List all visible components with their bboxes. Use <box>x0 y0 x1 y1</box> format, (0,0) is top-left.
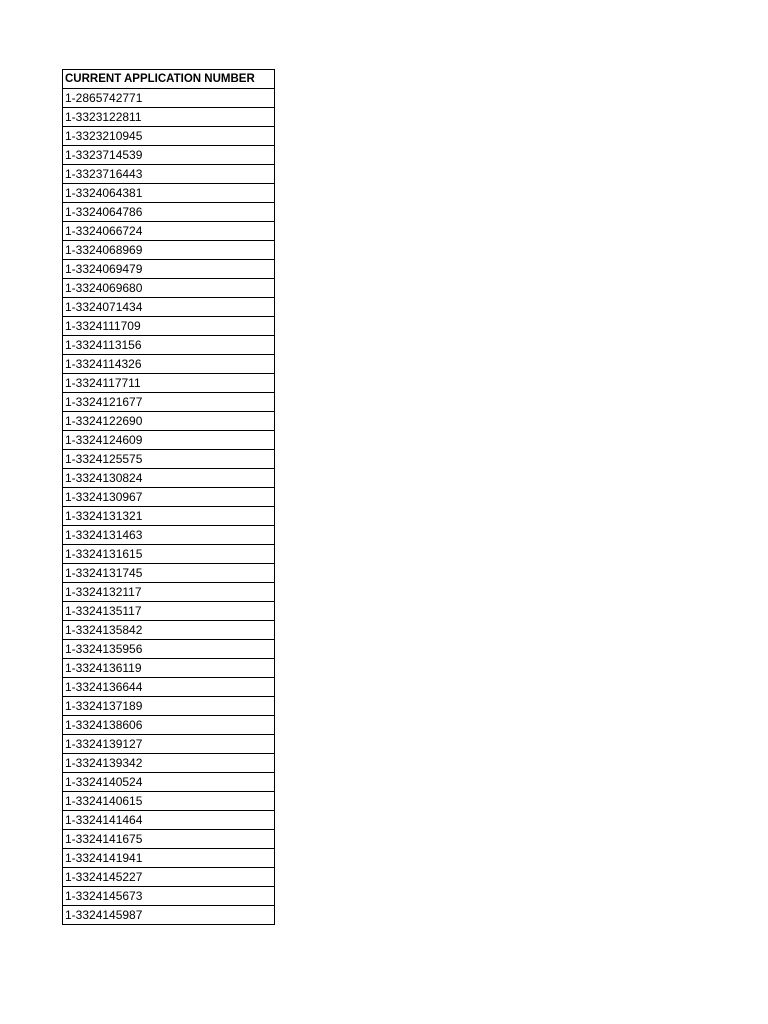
table-row <box>63 773 275 792</box>
column-header-application-number: CURRENT APPLICATION NUMBER <box>63 70 275 89</box>
application-number-cell: 1-3324111709 <box>63 317 275 336</box>
table-row <box>63 488 275 507</box>
application-number-cell: 1-3324114326 <box>63 355 275 374</box>
table-row <box>63 621 275 640</box>
application-number-cell: 1-3324125575 <box>63 450 275 469</box>
table-row <box>63 697 275 716</box>
table-row <box>63 241 275 260</box>
table-row <box>63 260 275 279</box>
table-row <box>63 507 275 526</box>
application-number-cell: 1-3323714539 <box>63 146 275 165</box>
application-number-cell: 1-3324145987 <box>63 906 275 925</box>
table-row <box>63 545 275 564</box>
application-number-cell: 1-2865742771 <box>63 89 275 108</box>
application-number-cell: 1-3324068969 <box>63 241 275 260</box>
table-row <box>63 868 275 887</box>
table-row <box>63 564 275 583</box>
table-row <box>63 640 275 659</box>
application-number-cell: 1-3324141941 <box>63 849 275 868</box>
application-number-table <box>62 69 275 925</box>
table-row <box>63 355 275 374</box>
application-number-cell: 1-3324121677 <box>63 393 275 412</box>
application-number-cell: 1-3324139127 <box>63 735 275 754</box>
table-row <box>63 279 275 298</box>
application-number-cell: 1-3324131321 <box>63 507 275 526</box>
table-row <box>63 431 275 450</box>
table-row <box>63 659 275 678</box>
table-row <box>63 412 275 431</box>
application-number-cell: 1-3324137189 <box>63 697 275 716</box>
application-number-cell: 1-3324131615 <box>63 545 275 564</box>
application-number-cell: 1-3324131745 <box>63 564 275 583</box>
table-row <box>63 317 275 336</box>
application-number-cell: 1-3324141675 <box>63 830 275 849</box>
table-row <box>63 374 275 393</box>
application-number-cell: 1-3324136644 <box>63 678 275 697</box>
table-row <box>63 222 275 241</box>
application-number-cell: 1-3324069479 <box>63 260 275 279</box>
table-row <box>63 89 275 108</box>
application-number-cell: 1-3324130967 <box>63 488 275 507</box>
application-number-cell: 1-3323122811 <box>63 108 275 127</box>
table-row <box>63 146 275 165</box>
table-body <box>63 89 275 925</box>
table-row <box>63 735 275 754</box>
table-row <box>63 127 275 146</box>
table-row <box>63 184 275 203</box>
table-row <box>63 583 275 602</box>
table-row <box>63 336 275 355</box>
application-number-cell: 1-3324135842 <box>63 621 275 640</box>
table-row <box>63 792 275 811</box>
table-header-row <box>63 70 275 89</box>
application-number-cell: 1-3324145227 <box>63 868 275 887</box>
application-number-cell: 1-3324124609 <box>63 431 275 450</box>
table-row <box>63 830 275 849</box>
table-row <box>63 811 275 830</box>
table-row <box>63 393 275 412</box>
application-number-cell: 1-3323716443 <box>63 165 275 184</box>
application-number-cell: 1-3323210945 <box>63 127 275 146</box>
application-number-cell: 1-3324135117 <box>63 602 275 621</box>
table-row <box>63 298 275 317</box>
table-row <box>63 716 275 735</box>
application-number-sheet <box>62 69 275 925</box>
table-row <box>63 678 275 697</box>
table-row <box>63 906 275 925</box>
table-row <box>63 469 275 488</box>
application-number-cell: 1-3324066724 <box>63 222 275 241</box>
application-number-cell: 1-3324139342 <box>63 754 275 773</box>
table-row <box>63 849 275 868</box>
application-number-cell: 1-3324071434 <box>63 298 275 317</box>
application-number-cell: 1-3324117711 <box>63 374 275 393</box>
application-number-cell: 1-3324122690 <box>63 412 275 431</box>
application-number-cell: 1-3324113156 <box>63 336 275 355</box>
application-number-cell: 1-3324131463 <box>63 526 275 545</box>
application-number-cell: 1-3324069680 <box>63 279 275 298</box>
application-number-cell: 1-3324145673 <box>63 887 275 906</box>
application-number-cell: 1-3324138606 <box>63 716 275 735</box>
application-number-cell: 1-3324130824 <box>63 469 275 488</box>
application-number-cell: 1-3324135956 <box>63 640 275 659</box>
table-row <box>63 203 275 222</box>
table-row <box>63 108 275 127</box>
application-number-cell: 1-3324064786 <box>63 203 275 222</box>
application-number-cell: 1-3324140615 <box>63 792 275 811</box>
application-number-cell: 1-3324136119 <box>63 659 275 678</box>
table-row <box>63 526 275 545</box>
table-row <box>63 450 275 469</box>
table-row <box>63 602 275 621</box>
application-number-cell: 1-3324140524 <box>63 773 275 792</box>
table-row <box>63 165 275 184</box>
table-row <box>63 887 275 906</box>
application-number-cell: 1-3324141464 <box>63 811 275 830</box>
application-number-cell: 1-3324132117 <box>63 583 275 602</box>
table-row <box>63 754 275 773</box>
application-number-cell: 1-3324064381 <box>63 184 275 203</box>
